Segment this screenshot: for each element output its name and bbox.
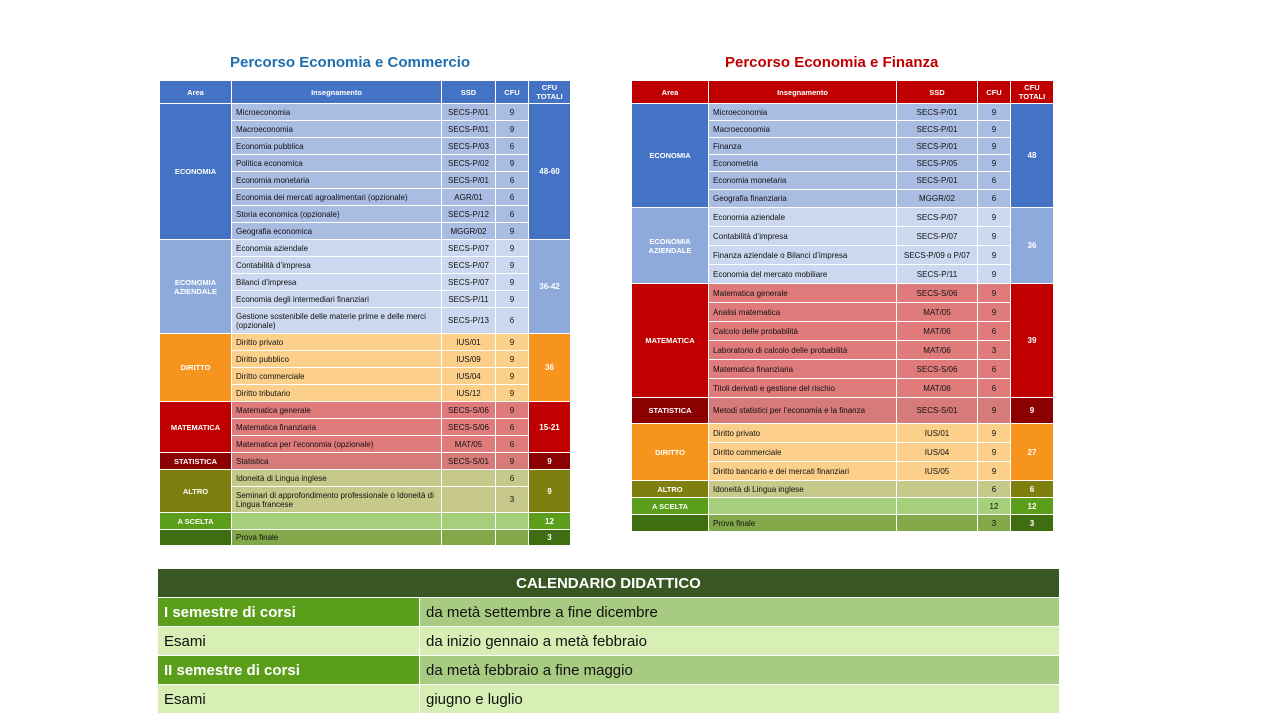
course-cfu: 9 — [496, 274, 529, 291]
table2-title: Percorso Economia e Finanza — [725, 54, 939, 71]
area-cell — [160, 530, 232, 546]
course-ssd: SECS-P/09 o P/07 — [897, 246, 978, 265]
table-row — [632, 104, 1054, 121]
course-name: Economia aziendale — [232, 240, 442, 257]
course-name: Bilanci d’impresa — [232, 274, 442, 291]
course-name: Diritto commerciale — [709, 443, 897, 462]
course-name: Prova finale — [232, 530, 442, 546]
course-cfu: 6 — [978, 481, 1011, 498]
course-ssd: MAT/06 — [897, 341, 978, 360]
course-cfu: 6 — [978, 322, 1011, 341]
course-name: Matematica generale — [709, 284, 897, 303]
area-cell: ECONOMIA AZIENDALE — [160, 240, 232, 334]
course-cfu: 9 — [496, 240, 529, 257]
course-name: Economia del mercato mobiliare — [709, 265, 897, 284]
cfu-total: 39 — [1011, 284, 1054, 398]
course-ssd: IUS/12 — [442, 385, 496, 402]
course-ssd — [897, 481, 978, 498]
course-cfu: 6 — [978, 190, 1011, 208]
course-name: Finanza aziendale o Bilanci d’impresa — [709, 246, 897, 265]
calendar-value: da inizio gennaio a metà febbraio — [420, 627, 1060, 656]
course-ssd: SECS-P/11 — [442, 291, 496, 308]
course-name: Diritto tributario — [232, 385, 442, 402]
table-row — [632, 481, 1054, 498]
course-cfu — [496, 513, 529, 530]
course-cfu: 3 — [496, 487, 529, 513]
course-ssd: SECS-P/03 — [442, 138, 496, 155]
table-row — [160, 402, 571, 419]
cfu-total: 48 — [1011, 104, 1054, 208]
course-cfu: 3 — [978, 515, 1011, 532]
cfu-total: 6 — [1011, 481, 1054, 498]
course-ssd: SECS-S/01 — [897, 398, 978, 424]
cfu-total: 9 — [529, 470, 571, 513]
course-cfu: 9 — [978, 246, 1011, 265]
calendar-label: II semestre di corsi — [158, 656, 420, 685]
course-name: Microeconomia — [232, 104, 442, 121]
course-name: Statistica — [232, 453, 442, 470]
cfu-total: 3 — [529, 530, 571, 546]
course-cfu: 9 — [496, 385, 529, 402]
table-row — [632, 208, 1054, 227]
course-cfu: 9 — [496, 368, 529, 385]
course-cfu: 9 — [496, 291, 529, 308]
cfu-total: 3 — [1011, 515, 1054, 532]
course-ssd: SECS-P/01 — [442, 104, 496, 121]
calendar-title: CALENDARIO DIDATTICO — [158, 569, 1060, 598]
course-ssd: MGGR/02 — [442, 223, 496, 240]
course-name: Storia economica (opzionale) — [232, 206, 442, 223]
calendar-row — [158, 598, 1060, 627]
course-cfu: 6 — [496, 436, 529, 453]
course-name: Macroeconomia — [709, 121, 897, 138]
cfu-total: 15-21 — [529, 402, 571, 453]
course-name: Seminari di approfondimento professionale o Idoneità di Lingua francese — [232, 487, 442, 513]
course-cfu: 9 — [978, 138, 1011, 155]
table-row — [160, 453, 571, 470]
calendar-label: Esami — [158, 685, 420, 714]
calendar-label: I semestre di corsi — [158, 598, 420, 627]
course-cfu: 9 — [978, 265, 1011, 284]
course-ssd: IUS/04 — [897, 443, 978, 462]
course-ssd: MAT/06 — [897, 322, 978, 341]
course-name: Diritto privato — [709, 424, 897, 443]
course-name: Economia dei mercati agroalimentari (opzionale) — [232, 189, 442, 206]
course-ssd: SECS-P/01 — [897, 138, 978, 155]
course-cfu: 9 — [978, 227, 1011, 246]
course-cfu: 6 — [496, 470, 529, 487]
course-name: Gestione sostenibile delle materie prime e delle merci (opzionale) — [232, 308, 442, 334]
course-ssd: IUS/05 — [897, 462, 978, 481]
course-name: Calcolo delle probabilità — [709, 322, 897, 341]
area-cell: DIRITTO — [160, 334, 232, 402]
course-name — [232, 513, 442, 530]
header-cfu-totali: CFU TOTALI — [1011, 81, 1054, 104]
course-cfu: 9 — [978, 398, 1011, 424]
course-name: Titoli derivati e gestione del rischio — [709, 379, 897, 398]
cfu-total: 9 — [1011, 398, 1054, 424]
table2-body — [632, 104, 1054, 532]
header-insegnamento: Insegnamento — [232, 81, 442, 104]
course-name: Geografia economica — [232, 223, 442, 240]
course-cfu: 6 — [496, 206, 529, 223]
course-name: Diritto commerciale — [232, 368, 442, 385]
table-row — [632, 498, 1054, 515]
course-ssd: SECS-S/06 — [897, 284, 978, 303]
course-cfu: 9 — [496, 155, 529, 172]
course-cfu: 9 — [496, 121, 529, 138]
course-name: Economia degli intermediari finanziari — [232, 291, 442, 308]
calendar-value: giugno e luglio — [420, 685, 1060, 714]
course-ssd: SECS-S/06 — [897, 360, 978, 379]
table-row — [632, 424, 1054, 443]
course-cfu — [496, 530, 529, 546]
course-cfu: 6 — [496, 308, 529, 334]
course-name: Matematica generale — [232, 402, 442, 419]
table-row — [160, 530, 571, 546]
course-ssd: SECS-P/07 — [897, 208, 978, 227]
area-cell: ECONOMIA AZIENDALE — [632, 208, 709, 284]
header-cfu-totali: CFU TOTALI — [529, 81, 571, 104]
course-ssd: SECS-S/06 — [442, 402, 496, 419]
course-ssd: IUS/09 — [442, 351, 496, 368]
course-ssd — [442, 513, 496, 530]
cfu-total: 12 — [1011, 498, 1054, 515]
area-cell: STATISTICA — [160, 453, 232, 470]
course-ssd — [442, 470, 496, 487]
course-name: Matematica finanziaria — [709, 360, 897, 379]
area-cell: ECONOMIA — [160, 104, 232, 240]
course-ssd: SECS-S/06 — [442, 419, 496, 436]
table1-title: Percorso Economia e Commercio — [230, 54, 471, 71]
course-name: Matematica finanziaria — [232, 419, 442, 436]
course-ssd: IUS/04 — [442, 368, 496, 385]
course-cfu: 9 — [496, 402, 529, 419]
course-cfu: 12 — [978, 498, 1011, 515]
course-ssd: MAT/05 — [442, 436, 496, 453]
course-cfu: 9 — [978, 155, 1011, 172]
calendar-label: Esami — [158, 627, 420, 656]
course-cfu: 3 — [978, 341, 1011, 360]
course-name: Metodi statistici per l’economia e la finanza — [709, 398, 897, 424]
course-ssd: SECS-P/07 — [442, 257, 496, 274]
course-name: Economia pubblica — [232, 138, 442, 155]
course-name: Diritto privato — [232, 334, 442, 351]
course-cfu: 9 — [978, 424, 1011, 443]
course-ssd: SECS-P/12 — [442, 206, 496, 223]
course-cfu: 9 — [978, 104, 1011, 121]
course-cfu: 9 — [496, 223, 529, 240]
course-ssd — [897, 515, 978, 532]
area-cell: ALTRO — [160, 470, 232, 513]
header-insegnamento: Insegnamento — [709, 81, 897, 104]
course-name — [709, 498, 897, 515]
course-name: Diritto pubblico — [232, 351, 442, 368]
calendar-row — [158, 685, 1060, 714]
course-cfu: 6 — [496, 419, 529, 436]
course-name: Economia aziendale — [709, 208, 897, 227]
course-name: Macroeconomia — [232, 121, 442, 138]
table-row — [632, 515, 1054, 532]
course-ssd — [897, 498, 978, 515]
course-name: Matematica per l’economia (opzionale) — [232, 436, 442, 453]
area-cell: DIRITTO — [632, 424, 709, 481]
course-name: Finanza — [709, 138, 897, 155]
header-ssd: SSD — [897, 81, 978, 104]
course-name: Analisi matematica — [709, 303, 897, 322]
course-ssd: MAT/06 — [897, 379, 978, 398]
course-cfu: 9 — [496, 257, 529, 274]
course-ssd: SECS-P/07 — [442, 274, 496, 291]
course-name: Economia monetaria — [709, 172, 897, 190]
area-cell — [632, 515, 709, 532]
course-cfu: 6 — [978, 172, 1011, 190]
area-cell: STATISTICA — [632, 398, 709, 424]
table1-body — [160, 104, 571, 546]
cfu-total: 48-60 — [529, 104, 571, 240]
course-cfu: 6 — [496, 172, 529, 189]
header-ssd: SSD — [442, 81, 496, 104]
table-row — [632, 284, 1054, 303]
area-cell: A SCELTA — [160, 513, 232, 530]
course-name: Contabilità d’impresa — [709, 227, 897, 246]
course-name: Laboratorio di calcolo delle probabilità — [709, 341, 897, 360]
course-name: Idoneità di Lingua inglese — [232, 470, 442, 487]
cfu-total: 36-42 — [529, 240, 571, 334]
table-row — [160, 104, 571, 121]
cfu-total: 36 — [529, 334, 571, 402]
course-ssd — [442, 530, 496, 546]
course-name: Contabilità d’impresa — [232, 257, 442, 274]
course-ssd: MAT/05 — [897, 303, 978, 322]
course-cfu: 6 — [978, 360, 1011, 379]
table-row — [160, 513, 571, 530]
course-ssd: SECS-P/01 — [897, 104, 978, 121]
course-ssd: SECS-P/01 — [442, 121, 496, 138]
area-cell: MATEMATICA — [632, 284, 709, 398]
course-name: Diritto bancario e dei mercati finanziari — [709, 462, 897, 481]
calendario-didattico-table — [157, 568, 1060, 714]
cfu-total: 9 — [529, 453, 571, 470]
course-cfu: 9 — [496, 351, 529, 368]
course-cfu: 9 — [496, 453, 529, 470]
table-row — [632, 398, 1054, 424]
course-ssd: SECS-P/02 — [442, 155, 496, 172]
curriculum-table-economia-commercio — [159, 80, 571, 546]
header-area: Area — [632, 81, 709, 104]
course-ssd: SECS-P/01 — [897, 172, 978, 190]
course-cfu: 6 — [978, 379, 1011, 398]
course-name: Econometria — [709, 155, 897, 172]
course-cfu: 9 — [978, 284, 1011, 303]
course-cfu: 9 — [978, 208, 1011, 227]
course-cfu: 9 — [496, 334, 529, 351]
course-name: Microeconomia — [709, 104, 897, 121]
calendar-row — [158, 627, 1060, 656]
table-row — [160, 470, 571, 487]
calendar-row — [158, 656, 1060, 685]
cfu-total: 36 — [1011, 208, 1054, 284]
curriculum-table-economia-finanza — [631, 80, 1054, 532]
course-cfu: 9 — [978, 121, 1011, 138]
course-name: Economia monetaria — [232, 172, 442, 189]
course-ssd: IUS/01 — [897, 424, 978, 443]
course-name: Idoneità di Lingua inglese — [709, 481, 897, 498]
header-area: Area — [160, 81, 232, 104]
course-ssd: SECS-P/01 — [442, 172, 496, 189]
area-cell: A SCELTA — [632, 498, 709, 515]
course-ssd: SECS-P/07 — [442, 240, 496, 257]
table-row — [160, 240, 571, 257]
course-ssd: SECS-P/01 — [897, 121, 978, 138]
course-cfu: 9 — [978, 462, 1011, 481]
area-cell: ECONOMIA — [632, 104, 709, 208]
cfu-total: 12 — [529, 513, 571, 530]
course-ssd: AGR/01 — [442, 189, 496, 206]
course-name: Politica economica — [232, 155, 442, 172]
course-cfu: 6 — [496, 189, 529, 206]
course-ssd: SECS-S/01 — [442, 453, 496, 470]
calendar-value: da metà settembre a fine dicembre — [420, 598, 1060, 627]
course-cfu: 6 — [496, 138, 529, 155]
course-ssd: SECS-P/11 — [897, 265, 978, 284]
course-name: Prova finale — [709, 515, 897, 532]
course-ssd: MGGR/02 — [897, 190, 978, 208]
course-cfu: 9 — [496, 104, 529, 121]
area-cell: ALTRO — [632, 481, 709, 498]
course-cfu: 9 — [978, 443, 1011, 462]
header-cfu: CFU — [978, 81, 1011, 104]
course-name: Geografia finanziaria — [709, 190, 897, 208]
cfu-total: 27 — [1011, 424, 1054, 481]
course-ssd: SECS-P/13 — [442, 308, 496, 334]
calendar-value: da metà febbraio a fine maggio — [420, 656, 1060, 685]
course-ssd: IUS/01 — [442, 334, 496, 351]
course-ssd — [442, 487, 496, 513]
course-ssd: SECS-P/07 — [897, 227, 978, 246]
course-cfu: 9 — [978, 303, 1011, 322]
course-ssd: SECS-P/05 — [897, 155, 978, 172]
header-cfu: CFU — [496, 81, 529, 104]
area-cell: MATEMATICA — [160, 402, 232, 453]
table-row — [160, 334, 571, 351]
